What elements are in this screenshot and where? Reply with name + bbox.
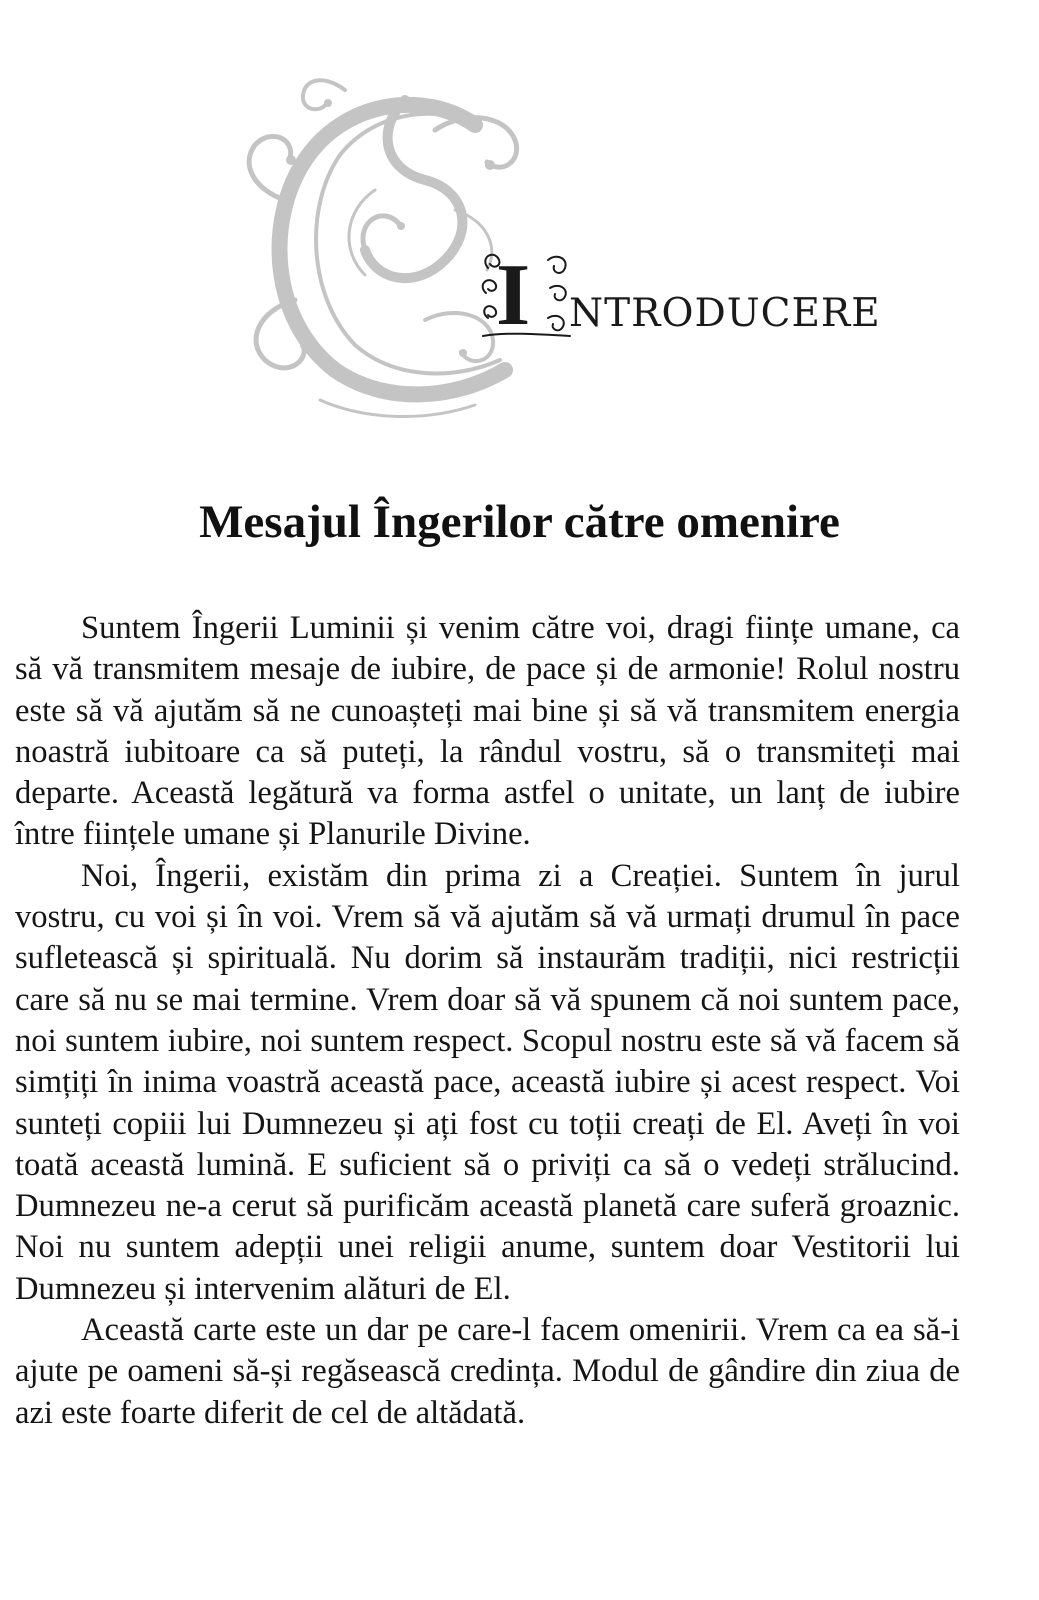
chapter-title: NTRODUCERE <box>569 291 881 336</box>
paragraph: Această carte este un dar pe care-l facem omenirii. Vrem ca ea să-i ajute pe oameni să-și regăsească credința. Modul de gândire din ziua de azi este foarte diferit de cel de altădată. <box>15 1312 960 1431</box>
decorated-initial <box>478 247 573 344</box>
chapter-initial-letter: I <box>496 247 531 344</box>
paragraph: Noi, Îngerii, existăm din prima zi a Creației. Suntem în jurul vostru, cu voi și în voi. Vrem să vă ajutăm să vă urmați drumul în pace sufletească și spirituală. Nu dorim să instaurăm tradiții, nici restricții care să nu se mai termine. Vrem doar să vă spunem că noi suntem pace, noi suntem iubire, noi suntem respect. Scopul nostru este să vă facem să simțiți în inima voastră această pace, această iubire și acest respect. Voi sunteți copiii lui Dumnezeu și ați fost cu toții creați de El. Aveți în voi toată această lumină. E suficient să o priviți ca să o vedeți strălucind. Dumnezeu ne-a cerut să purificăm această planetă care suferă groaznic. Noi nu suntem adepții unei religii anume, suntem doar Vestitorii lui Dumnezeu și intervenim alături de El. <box>15 857 960 1307</box>
section-title: Mesajul Îngerilor către omenire <box>199 496 840 548</box>
chapter-heading <box>478 240 881 344</box>
paragraph: Suntem Îngerii Luminii și venim către voi, dragi ființe umane, ca să vă transmitem mesaje de iubire, de pace și de armonie! Rolul nostru este să vă ajutăm să ne cunoașteți mai bine și să vă transmitem energia noastră iubitoare ca să puteți, la rândul vostru, să o transmiteți mai departe. Această legătură va forma astfel o unitate, un lanț de iubire între ființele umane și Planurile Divine. <box>15 610 960 853</box>
body-text <box>15 608 960 1434</box>
